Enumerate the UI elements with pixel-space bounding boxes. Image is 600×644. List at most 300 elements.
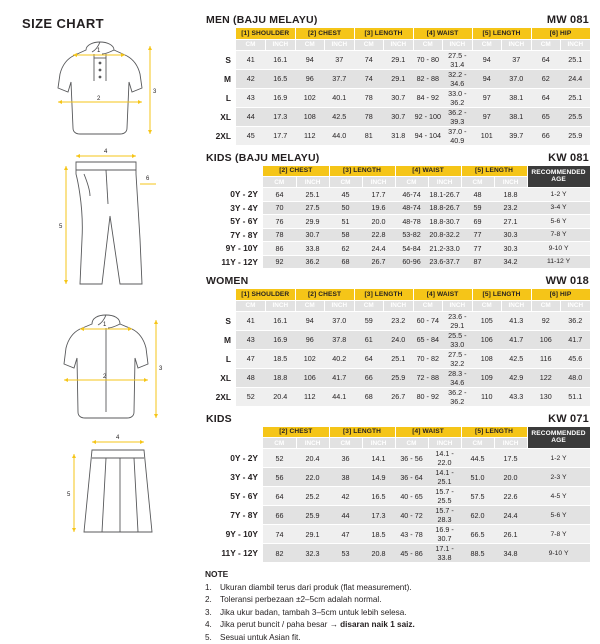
cell: 60-96	[395, 255, 428, 269]
cell: 33.0 - 36.2	[443, 88, 473, 107]
cell: 14.9	[362, 468, 395, 487]
cell: 53-82	[395, 228, 428, 242]
cell: 46-74	[395, 188, 428, 202]
marker-1b: 1	[103, 322, 107, 328]
cell: 36 - 56	[395, 449, 428, 468]
cell: 64	[263, 188, 296, 202]
cell: 28.3 - 34.6	[443, 368, 473, 387]
cell-age: 5-6 Y	[527, 506, 590, 525]
cell: 45 - 86	[395, 544, 428, 563]
cell: 42.5	[502, 349, 532, 368]
note-number: 4.	[205, 620, 212, 630]
group-hip: [6] HIP	[531, 28, 590, 39]
cell: 92	[531, 311, 561, 330]
tables-column	[205, 14, 590, 644]
cell: 16.1	[266, 311, 296, 330]
cell: 37.0	[502, 69, 532, 88]
cell: 87	[461, 255, 494, 269]
cell: 17.5	[494, 449, 527, 468]
womens-skirt-illustration	[40, 428, 205, 553]
cell: 74	[354, 69, 384, 88]
cell: 23.6 - 29.1	[443, 311, 473, 330]
cell: 47	[236, 349, 266, 368]
cell: 24.4	[561, 69, 591, 88]
cell: 44.0	[325, 126, 355, 145]
cell: 20.8-32.2	[428, 228, 461, 242]
cell-age: 1-2 Y	[527, 449, 590, 468]
cell: 82 - 88	[413, 69, 443, 88]
group-hip: [6] HIP	[531, 289, 590, 300]
cell: 18.8	[494, 188, 527, 202]
note-item	[205, 632, 590, 644]
cell: 62	[531, 69, 561, 88]
cell: 112	[295, 126, 325, 145]
cell: 18.1-26.7	[428, 188, 461, 202]
cell: 92 - 100	[413, 107, 443, 126]
cell: 41.3	[502, 311, 532, 330]
cell: 130	[531, 387, 561, 406]
cell: 54-84	[395, 242, 428, 256]
table-row	[205, 126, 590, 145]
cell: 18.8-30.7	[428, 215, 461, 229]
cell: 20.0	[494, 468, 527, 487]
cell: 32.2 - 34.6	[443, 69, 473, 88]
cell: 40 - 72	[395, 506, 428, 525]
note-item	[205, 582, 590, 594]
group-waist: [4] WAIST	[413, 28, 472, 39]
marker-2: 2	[97, 96, 101, 102]
row-size: 9Y - 10Y	[205, 242, 263, 256]
cell: 36.2 - 36.2	[443, 387, 473, 406]
unit-cm: CM	[531, 39, 561, 50]
cell: 78	[354, 107, 384, 126]
cell: 65	[531, 107, 561, 126]
group-shoulder: [1] SHOULDER	[236, 289, 295, 300]
table-row	[205, 544, 590, 563]
row-size: XL	[205, 368, 236, 387]
unit-cm: CM	[329, 177, 362, 188]
table-row	[205, 228, 590, 242]
cell: 108	[472, 349, 502, 368]
table-header-kids-melayu	[205, 152, 590, 166]
cell: 64	[531, 50, 561, 69]
unit-inch: INCH	[494, 177, 527, 188]
row-size: S	[205, 311, 236, 330]
table-code: WW 018	[545, 275, 589, 287]
cell: 48-74	[395, 201, 428, 215]
cell: 96	[295, 330, 325, 349]
row-size: 3Y - 4Y	[205, 201, 263, 215]
cell: 60 - 74	[413, 311, 443, 330]
group-length: [3] LENGTH	[354, 28, 413, 39]
cell: 37.0 - 40.9	[443, 126, 473, 145]
cell: 17.3	[362, 506, 395, 525]
cell: 36.2	[296, 255, 329, 269]
cell: 36	[329, 449, 362, 468]
row-size: M	[205, 69, 236, 88]
cell: 29.1	[384, 69, 414, 88]
cell: 22.8	[362, 228, 395, 242]
note-text: Jika ukur badan, tambah 3–5cm untuk lebih selesa.	[220, 607, 407, 617]
unit-cm: CM	[413, 39, 443, 50]
cell: 110	[472, 387, 502, 406]
table-row	[205, 88, 590, 107]
cell: 16.9	[266, 330, 296, 349]
cell: 65 - 84	[413, 330, 443, 349]
row-size: 5Y - 6Y	[205, 487, 263, 506]
cell: 41	[236, 311, 266, 330]
cell: 21.2-33.0	[428, 242, 461, 256]
cell: 66	[531, 126, 561, 145]
marker-3b: 3	[159, 366, 163, 372]
cell: 94	[472, 50, 502, 69]
cell: 39.7	[502, 126, 532, 145]
cell: 109	[472, 368, 502, 387]
cell: 70 - 82	[413, 349, 443, 368]
cell: 58	[329, 228, 362, 242]
table-row	[205, 330, 590, 349]
cell: 47	[329, 525, 362, 544]
row-size: L	[205, 88, 236, 107]
cell: 25.5 - 33.0	[443, 330, 473, 349]
cell-age: 9-10 Y	[527, 242, 590, 256]
unit-inch: INCH	[296, 438, 329, 449]
cell: 30.7	[384, 88, 414, 107]
cell: 41.7	[561, 330, 591, 349]
cell: 36.2 - 39.3	[443, 107, 473, 126]
group-length2: [5] LENGTH	[461, 427, 527, 438]
table-row	[205, 506, 590, 525]
cell: 37.7	[325, 69, 355, 88]
table-header-men	[205, 14, 590, 28]
group-length: [3] LENGTH	[329, 166, 395, 177]
table-row	[205, 311, 590, 330]
cell: 27.1	[494, 215, 527, 229]
marker-5b: 5	[67, 492, 71, 498]
cell: 94	[295, 50, 325, 69]
note-text: Toleransi perbezaan ±2–5cm adalah normal.	[220, 595, 382, 605]
cell: 25.5	[561, 107, 591, 126]
cell: 102	[295, 88, 325, 107]
group-header-row	[205, 166, 590, 177]
table-title: KIDS (BAJU MELAYU)	[206, 151, 320, 164]
table-row	[205, 349, 590, 368]
unit-inch: INCH	[296, 177, 329, 188]
marker-4b: 4	[116, 435, 120, 441]
cell: 25.9	[296, 506, 329, 525]
cell: 97	[472, 88, 502, 107]
group-recommended-age: RECOMMENDED AGE	[527, 166, 590, 188]
unit-inch: INCH	[362, 177, 395, 188]
unit-inch: INCH	[325, 300, 355, 311]
cell-age: 7-8 Y	[527, 228, 590, 242]
table-code: KW 071	[548, 412, 589, 425]
group-header-row	[205, 427, 590, 438]
cell: 101	[472, 126, 502, 145]
cell: 34.8	[494, 544, 527, 563]
cell: 94	[472, 69, 502, 88]
row-size: 3Y - 4Y	[205, 468, 263, 487]
marker-3: 3	[153, 89, 157, 95]
group-waist: [4] WAIST	[413, 289, 472, 300]
table-code: KW 081	[548, 151, 589, 164]
group-chest: [2] CHEST	[295, 28, 354, 39]
cell: 34.2	[494, 255, 527, 269]
unit-inch: INCH	[443, 300, 473, 311]
cell: 77	[461, 228, 494, 242]
unit-cm: CM	[461, 438, 494, 449]
cell: 106	[295, 368, 325, 387]
unit-cm: CM	[531, 300, 561, 311]
cell: 44	[236, 107, 266, 126]
cell: 48	[461, 188, 494, 202]
unit-cm: CM	[263, 177, 296, 188]
group-waist: [4] WAIST	[395, 427, 461, 438]
cell: 25.1	[384, 349, 414, 368]
cell: 48.0	[561, 368, 591, 387]
cell: 82	[263, 544, 296, 563]
size-table-kids	[205, 427, 591, 564]
group-length2: [5] LENGTH	[472, 289, 531, 300]
unit-header-row	[205, 39, 590, 50]
cell: 37.0	[325, 311, 355, 330]
table-row	[205, 449, 590, 468]
cell-age: 11-12 Y	[527, 255, 590, 269]
cell: 18.5	[362, 525, 395, 544]
unit-inch: INCH	[362, 438, 395, 449]
cell: 17.7	[362, 188, 395, 202]
cell: 61	[354, 330, 384, 349]
cell: 72 - 88	[413, 368, 443, 387]
cell-age: 5-6 Y	[527, 215, 590, 229]
cell: 14.1	[362, 449, 395, 468]
cell: 78	[354, 88, 384, 107]
cell: 23.2	[494, 201, 527, 215]
cell: 37	[325, 50, 355, 69]
page-title: SIZE CHART	[22, 16, 104, 31]
mens-trousers-illustration	[28, 144, 203, 309]
unit-inch: INCH	[561, 39, 591, 50]
cell: 25.1	[561, 88, 591, 107]
table-block-kids-melayu	[205, 152, 590, 270]
row-size: 7Y - 8Y	[205, 506, 263, 525]
cell: 24.0	[384, 330, 414, 349]
cell: 41	[236, 50, 266, 69]
cell: 38.1	[502, 88, 532, 107]
note-number: 5.	[205, 632, 212, 642]
cell: 48-78	[395, 215, 428, 229]
table-row	[205, 215, 590, 229]
cell: 16.1	[266, 50, 296, 69]
group-chest: [2] CHEST	[263, 427, 329, 438]
cell: 17.1 - 33.8	[428, 544, 461, 563]
cell: 27.5 - 32.2	[443, 349, 473, 368]
cell: 57.5	[461, 487, 494, 506]
cell: 78	[263, 228, 296, 242]
cell: 30.3	[494, 242, 527, 256]
size-table-women	[205, 289, 591, 407]
cell: 16.9 - 30.7	[428, 525, 461, 544]
cell-age: 4-5 Y	[527, 487, 590, 506]
note-text: Ukuran diambil terus dari produk (flat measurement).	[220, 583, 412, 592]
marker-5: 5	[59, 224, 63, 230]
cell: 105	[472, 311, 502, 330]
cell: 116	[531, 349, 561, 368]
row-size: 2XL	[205, 126, 236, 145]
cell: 106	[531, 330, 561, 349]
note-text: Sesuai untuk Asian fit.	[220, 632, 301, 642]
row-size: 0Y - 2Y	[205, 188, 263, 202]
row-size: 11Y - 12Y	[205, 255, 263, 269]
group-header-row	[205, 289, 590, 300]
marker-1: 1	[97, 48, 101, 54]
cell: 52	[236, 387, 266, 406]
cell: 30.7	[296, 228, 329, 242]
cell: 102	[295, 349, 325, 368]
table-row	[205, 255, 590, 269]
cell: 52	[263, 449, 296, 468]
cell: 25.2	[296, 487, 329, 506]
cell: 106	[472, 330, 502, 349]
cell: 17.7	[266, 126, 296, 145]
unit-cm: CM	[395, 438, 428, 449]
unit-inch: INCH	[494, 438, 527, 449]
cell: 19.6	[362, 201, 395, 215]
unit-cm: CM	[472, 39, 502, 50]
cell: 74	[263, 525, 296, 544]
cell: 68	[354, 387, 384, 406]
note-number: 2.	[205, 595, 212, 605]
cell: 97	[472, 107, 502, 126]
cell: 94	[295, 311, 325, 330]
cell-age: 2-3 Y	[527, 468, 590, 487]
cell: 29.9	[296, 215, 329, 229]
group-length: [3] LENGTH	[354, 289, 413, 300]
unit-inch: INCH	[384, 39, 414, 50]
cell: 23.2	[384, 311, 414, 330]
group-chest: [2] CHEST	[263, 166, 329, 177]
cell: 48	[236, 368, 266, 387]
illustration-column	[14, 36, 204, 581]
cell: 18.8	[266, 368, 296, 387]
cell: 94 - 104	[413, 126, 443, 145]
cell: 15.7 - 25.5	[428, 487, 461, 506]
unit-cm: CM	[354, 39, 384, 50]
cell: 25.9	[384, 368, 414, 387]
cell: 66.5	[461, 525, 494, 544]
unit-inch: INCH	[502, 39, 532, 50]
note-item	[205, 607, 590, 619]
note-item	[205, 594, 590, 606]
cell: 37	[502, 50, 532, 69]
table-row	[205, 107, 590, 126]
group-header-row	[205, 28, 590, 39]
table-row	[205, 242, 590, 256]
mens-top-front-illustration	[24, 36, 199, 141]
cell: 66	[263, 506, 296, 525]
cell: 18.8-26.7	[428, 201, 461, 215]
cell: 43.3	[502, 387, 532, 406]
table-header-women	[205, 275, 590, 289]
unit-inch: INCH	[428, 177, 461, 188]
table-row	[205, 201, 590, 215]
table-code: MW 081	[546, 14, 589, 26]
unit-cm: CM	[263, 438, 296, 449]
note-number: 3.	[205, 607, 212, 617]
cell: 44	[329, 506, 362, 525]
unit-header-row	[205, 300, 590, 311]
unit-inch: INCH	[266, 300, 296, 311]
cell: 25.9	[561, 126, 591, 145]
cell: 18.5	[266, 349, 296, 368]
cell: 45	[236, 126, 266, 145]
cell: 53	[329, 544, 362, 563]
cell: 25.1	[296, 188, 329, 202]
cell: 23.6-37.7	[428, 255, 461, 269]
unit-cm: CM	[395, 177, 428, 188]
unit-inch: INCH	[561, 300, 591, 311]
cell: 20.0	[362, 215, 395, 229]
cell: 68	[329, 255, 362, 269]
cell: 59	[461, 201, 494, 215]
cell: 69	[461, 215, 494, 229]
unit-cm: CM	[295, 39, 325, 50]
cell: 42.5	[325, 107, 355, 126]
cell: 29.1	[296, 525, 329, 544]
cell: 88.5	[461, 544, 494, 563]
unit-inch: INCH	[384, 300, 414, 311]
cell: 42	[236, 69, 266, 88]
cell: 81	[354, 126, 384, 145]
cell: 108	[295, 107, 325, 126]
cell: 30.3	[494, 228, 527, 242]
cell: 26.1	[494, 525, 527, 544]
table-block-men	[205, 14, 590, 146]
unit-cm: CM	[461, 177, 494, 188]
marker-4: 4	[104, 149, 108, 155]
table-row	[205, 468, 590, 487]
row-size: 9Y - 10Y	[205, 525, 263, 544]
group-length: [3] LENGTH	[329, 427, 395, 438]
cell: 42	[329, 487, 362, 506]
size-table-men	[205, 28, 591, 146]
group-chest: [2] CHEST	[295, 289, 354, 300]
cell: 62	[329, 242, 362, 256]
cell: 14.1 - 22.0	[428, 449, 461, 468]
table-header-kids	[205, 413, 590, 427]
cell: 40.1	[325, 88, 355, 107]
unit-inch: INCH	[428, 438, 461, 449]
cell-age: 1-2 Y	[527, 188, 590, 202]
cell: 96	[295, 69, 325, 88]
row-size: 0Y - 2Y	[205, 449, 263, 468]
cell: 27.5 - 31.4	[443, 50, 473, 69]
unit-cm: CM	[236, 39, 266, 50]
cell: 31.8	[384, 126, 414, 145]
notes-title: NOTE	[205, 569, 229, 579]
unit-cm: CM	[236, 300, 266, 311]
table-row	[205, 525, 590, 544]
row-size: S	[205, 50, 236, 69]
cell: 62.0	[461, 506, 494, 525]
unit-cm: CM	[295, 300, 325, 311]
group-waist: [4] WAIST	[395, 166, 461, 177]
cell: 27.5	[296, 201, 329, 215]
cell-age: 9-10 Y	[527, 544, 590, 563]
row-size: 11Y - 12Y	[205, 544, 263, 563]
cell: 17.3	[266, 107, 296, 126]
table-row	[205, 387, 590, 406]
